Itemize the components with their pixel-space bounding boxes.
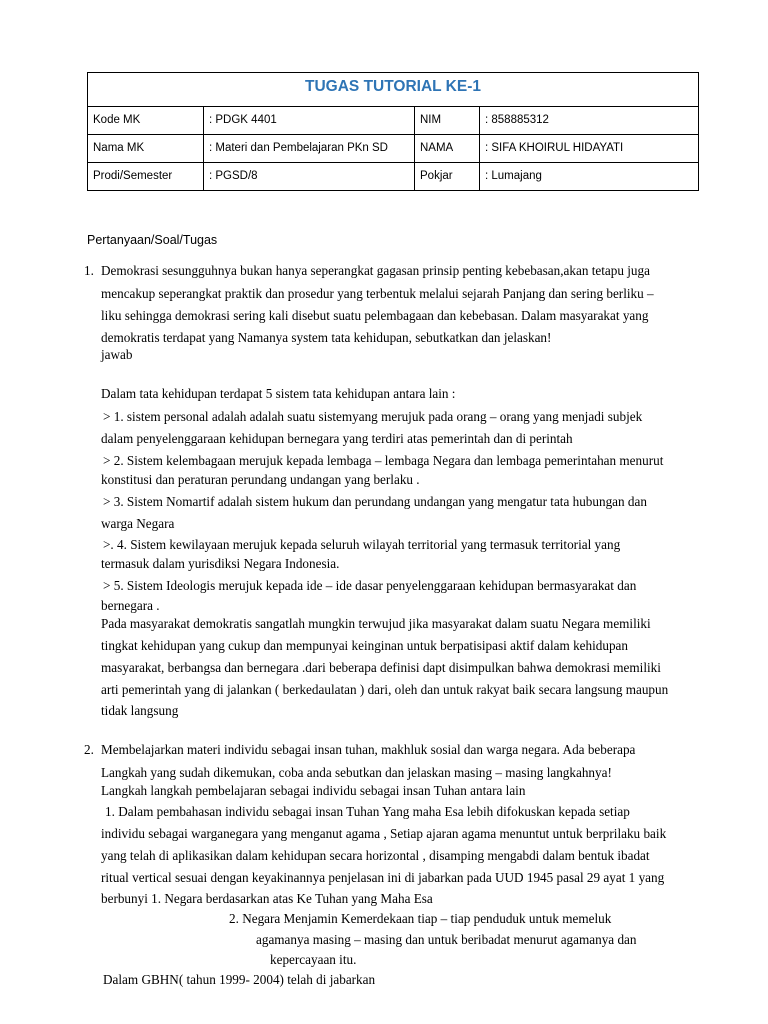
text-line: ritual vertical sesuai dengan keyakinannya penjelasan ini di jabarkan pada UUD 1945 pasal 29 ayat 1 yang [101, 870, 665, 885]
value-pokjar: : Lumajang [480, 163, 699, 191]
label-pokjar: Pokjar [415, 163, 480, 191]
text-line: > 2. Sistem kelembagaan merujuk kepada lembaga – lembaga Negara dan lembaga pemerintahan menurut [103, 453, 664, 468]
label-nama: NAMA [415, 135, 480, 163]
text-line: Langkah yang sudah dikemukan, coba anda sebutkan dan jelaskan masing – masing langkahnya! [101, 765, 612, 780]
text-line: individu sebagai warganegara yang menganut agama , Setiap ajaran agama menuntut untuk berprilaku baik [101, 826, 667, 841]
text-line: Pada masyarakat demokratis sangatlah mungkin terwujud jika masyarakat dalam suatu Negara memiliki [101, 616, 651, 631]
text-line: Dalam GBHN( tahun 1999- 2004) telah di jabarkan [103, 972, 376, 987]
section-heading: Pertanyaan/Soal/Tugas [87, 233, 218, 247]
text-line: > 1. sistem personal adalah adalah suatu sistemyang merujuk pada orang – orang yang menjadi subjek [103, 409, 643, 424]
table-row [88, 107, 699, 135]
label-kode-mk: Kode MK [88, 107, 204, 135]
label-nim: NIM [415, 107, 480, 135]
value-nim: : 858885312 [480, 107, 699, 135]
text-line: 1. Dalam pembahasan individu sebagai insan Tuhan Yang maha Esa lebih difokuskan kepada setiap [105, 804, 630, 819]
text-line: arti pemerintah yang di jalankan ( berkedaulatan ) dari, oleh dan untuk rakyat baik secara langsung maupun [101, 682, 669, 697]
question-number-1: 1. [84, 263, 94, 278]
table-row [88, 135, 699, 163]
text-line: kepercayaan itu. [270, 952, 357, 967]
text-line: agamanya masing – masing dan untuk beribadat menurut agamanya dan [256, 932, 637, 947]
text-line: dalam penyelenggaraan kehidupan bernegara yang terdiri atas pemerintah dan di perintah [101, 431, 573, 446]
info-table [87, 72, 699, 191]
text-line: Langkah langkah pembelajaran sebagai individu sebagai insan Tuhan antara lain [101, 783, 526, 798]
text-line: berbunyi 1. Negara berdasarkan atas Ke Tuhan yang Maha Esa [101, 891, 433, 906]
text-line: masyarakat, berbangsa dan bernegara .dari beberapa definisi dapt disimpulkan bahwa demokrasi memiliki [101, 660, 661, 675]
text-line: yang telah di aplikasikan dalam kehidupan secara horizontal , disamping mengabdi dalam bentuk ibadat [101, 848, 650, 863]
text-line: 2. Negara Menjamin Kemerdekaan tiap – tiap penduduk untuk memeluk [229, 911, 612, 926]
text-line: liku sehingga demokrasi sering kali disebut suatu pelembagaan dan kebebasan. Dalam masyarakat yang [101, 308, 649, 323]
value-prodi-semester: : PGSD/8 [204, 163, 415, 191]
question-number-2: 2. [84, 742, 94, 757]
text-line: warga Negara [101, 516, 175, 531]
document-title: TUGAS TUTORIAL KE-1 [88, 73, 699, 107]
text-line: > 3. Sistem Nomartif adalah sistem hukum dan perundang undangan yang mengatur tata hubungan dan [103, 494, 647, 509]
value-nama: : SIFA KHOIRUL HIDAYATI [480, 135, 699, 163]
label-prodi-semester: Prodi/Semester [88, 163, 204, 191]
text-line: bernegara . [101, 598, 160, 613]
text-line: Demokrasi sesungguhnya bukan hanya seperangkat gagasan prinsip penting kebebasan,akan tetapu juga [101, 263, 650, 278]
text-line: tidak langsung [101, 703, 179, 718]
text-line: Dalam tata kehidupan terdapat 5 sistem tata kehidupan antara lain : [101, 386, 456, 401]
text-line: tingkat kehidupan yang cukup dan mempunyai keinginan untuk berpatisipasi aktif dalam kehidupan [101, 638, 629, 653]
table-row [88, 163, 699, 191]
text-line: > 5. Sistem Ideologis merujuk kepada ide – ide dasar penyelenggaraan kehidupan bermasyarakat dan [103, 578, 637, 593]
text-line: demokratis terdapat yang Namanya system tata kehidupan, sebutkatkan dan jelaskan! [101, 330, 552, 345]
text-line: jawab [101, 347, 133, 362]
text-line: >. 4. Sistem kewilayaan merujuk kepada seluruh wilayah territorial yang termasuk territorial yang [103, 537, 621, 552]
text-line: mencakup seperangkat praktik dan prosedur yang terbentuk melalui sejarah Panjang dan sering berliku – [101, 286, 654, 301]
value-kode-mk: : PDGK 4401 [204, 107, 415, 135]
text-line: Membelajarkan materi individu sebagai insan tuhan, makhluk sosial dan warga negara. Ada beberapa [101, 742, 636, 757]
text-line: konstitusi dan peraturan perundang undangan yang berlaku . [101, 472, 420, 487]
text-line: termasuk dalam yurisdiksi Negara Indonesia. [101, 556, 340, 571]
value-nama-mk: : Materi dan Pembelajaran PKn SD [204, 135, 415, 163]
label-nama-mk: Nama MK [88, 135, 204, 163]
